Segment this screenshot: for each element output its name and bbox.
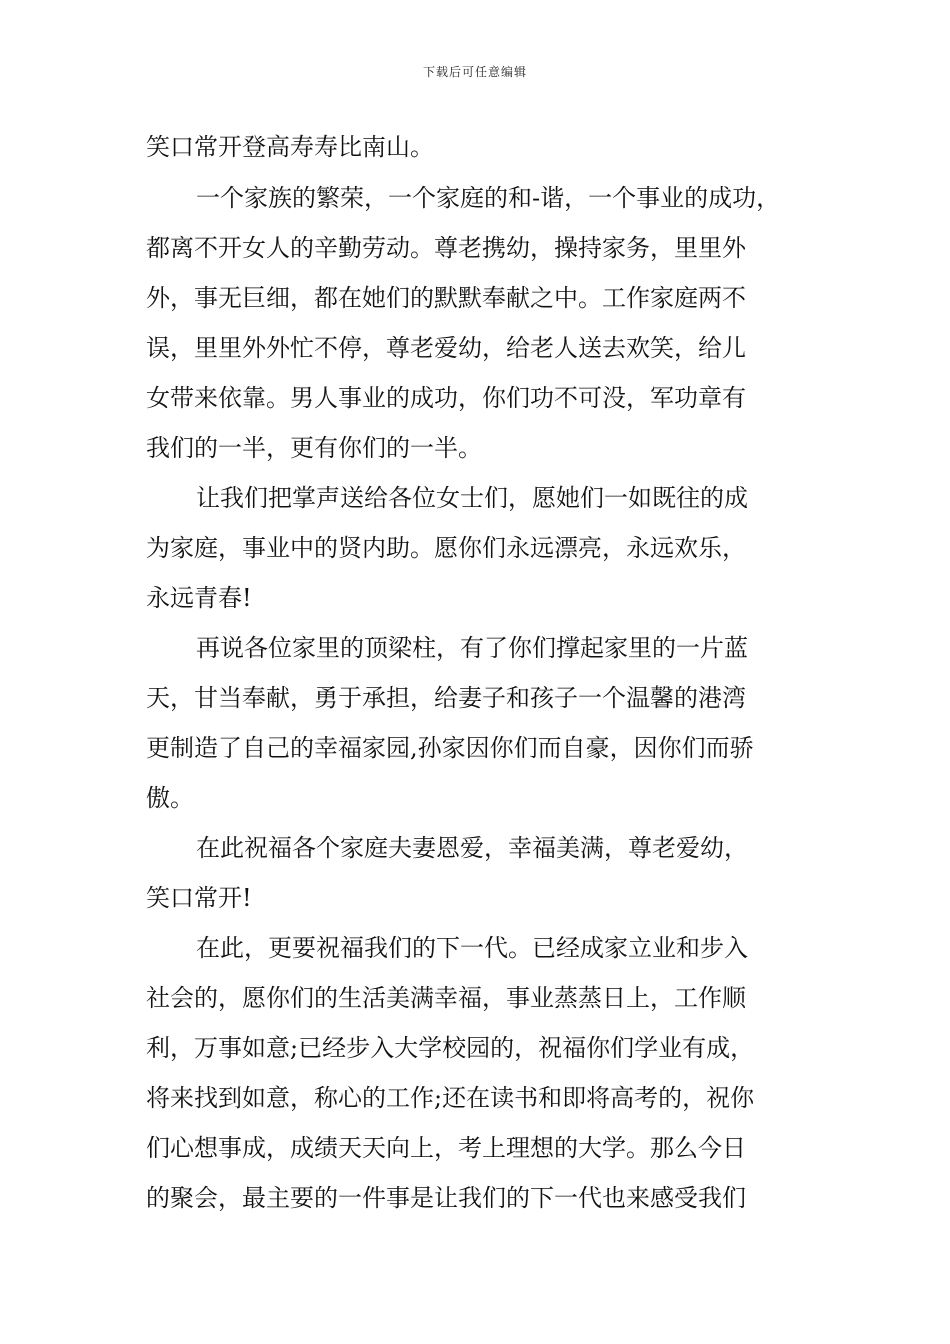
text-line: 都离不开女人的辛勤劳动。尊老携幼，操持家务，里里外 <box>146 234 746 262</box>
text-line: 一个家族的繁荣，一个家庭的和-谐，一个事业的成功， <box>196 184 781 212</box>
page-header: 下载后可任意编辑 <box>422 65 527 79</box>
text-line: 笑口常开! <box>146 884 252 912</box>
text-line: 外，事无巨细，都在她们的默默奉献之中。工作家庭两不 <box>146 284 746 312</box>
text-line: 在此，更要祝福我们的下一代。已经成家立业和步入 <box>196 934 748 962</box>
text-line: 社会的，愿你们的生活美满幸福，事业蒸蒸日上，工作顺 <box>146 984 746 1012</box>
text-line: 我们的一半，更有你们的一半。 <box>146 434 482 462</box>
text-line: 女带来依靠。男人事业的成功，你们功不可没，军功章有 <box>146 384 746 412</box>
text-line: 永远青春! <box>146 584 252 612</box>
text-line: 将来找到如意，称心的工作;还在读书和即将高考的，祝你 <box>146 1084 755 1112</box>
text-line: 傲。 <box>146 784 194 812</box>
text-line: 为家庭，事业中的贤内助。愿你们永远漂亮，永远欢乐， <box>146 534 746 562</box>
text-line: 利，万事如意;已经步入大学校园的，祝福你们学业有成， <box>146 1034 755 1062</box>
text-line: 们心想事成，成绩天天向上，考上理想的大学。那么今日 <box>146 1134 746 1162</box>
text-line: 笑口常开登高寿寿比南山。 <box>146 133 434 161</box>
text-line: 让我们把掌声送给各位女士们，愿她们一如既往的成 <box>196 484 748 512</box>
text-line: 的聚会，最主要的一件事是让我们的下一代也来感受我们 <box>146 1184 746 1212</box>
text-line: 再说各位家里的顶梁柱，有了你们撑起家里的一片蓝 <box>196 634 748 662</box>
text-line: 在此祝福各个家庭夫妻恩爱，幸福美满，尊老爱幼， <box>196 834 748 862</box>
text-line: 更制造了自己的幸福家园,孙家因你们而自豪，因你们而骄 <box>146 734 754 762</box>
text-line: 误，里里外外忙不停，尊老爱幼，给老人送去欢笑，给儿 <box>146 334 746 362</box>
text-line: 天，甘当奉献，勇于承担，给妻子和孩子一个温馨的港湾 <box>146 684 746 712</box>
